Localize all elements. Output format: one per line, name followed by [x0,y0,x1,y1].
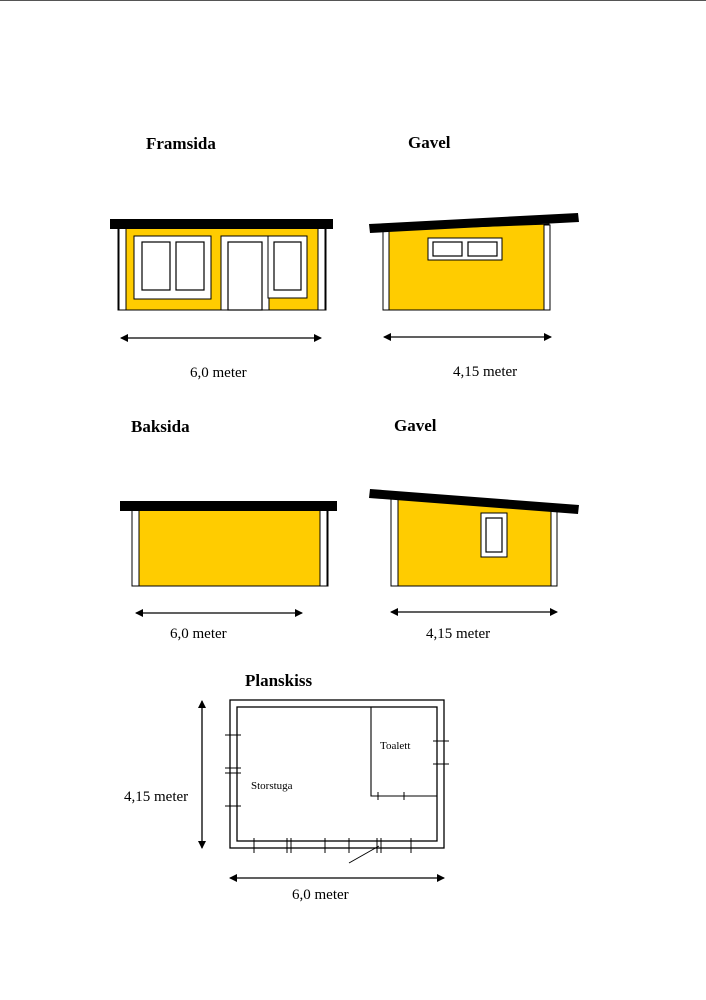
front-roof [110,219,333,229]
back-heading: Baksida [131,417,190,436]
front-left-post [119,228,126,310]
back-left-post [132,510,139,586]
front-elevation [110,134,333,381]
plan-bottom-wall-openings [254,838,411,853]
gable-top-right-post [544,225,550,310]
gable-top-wall [384,224,549,310]
plan-height-label: 4,15 meter [124,789,189,805]
gable-bottom-width-label: 4,15 meter [426,626,491,642]
front-heading: Framsida [146,134,216,153]
room-label-living: Storstuga [251,780,293,792]
gable-top-heading: Gavel [408,133,451,152]
back-right-post [320,510,327,586]
plan-width-label: 6,0 meter [292,887,349,903]
plan-outer-wall [230,700,444,848]
front-width-label: 6,0 meter [190,365,247,381]
gable-bottom-right-post [551,511,557,586]
plan-heading: Planskiss [245,671,313,690]
gable-top-window [428,238,502,260]
room-label-toilet: Toalett [380,740,411,752]
plan-inner-wall [237,707,437,841]
front-side-window [268,236,307,298]
gable-top-width-label: 4,15 meter [453,364,518,380]
gable-top-left-post [383,231,389,310]
front-double-window [134,236,211,299]
back-roof [120,501,337,511]
back-wall [132,508,328,586]
front-door [221,236,269,310]
floor-plan [124,671,449,903]
gable-bottom-left-post [391,497,398,586]
gable-elevation-bottom [369,416,579,642]
back-elevation [120,417,337,642]
plan-right-wall-openings [433,741,449,764]
front-right-post [318,228,325,310]
gable-bottom-heading: Gavel [394,416,437,435]
plan-left-wall-openings [225,735,241,806]
gable-elevation-top [369,133,579,380]
back-width-label: 6,0 meter [170,626,227,642]
gable-bottom-window [481,513,507,557]
